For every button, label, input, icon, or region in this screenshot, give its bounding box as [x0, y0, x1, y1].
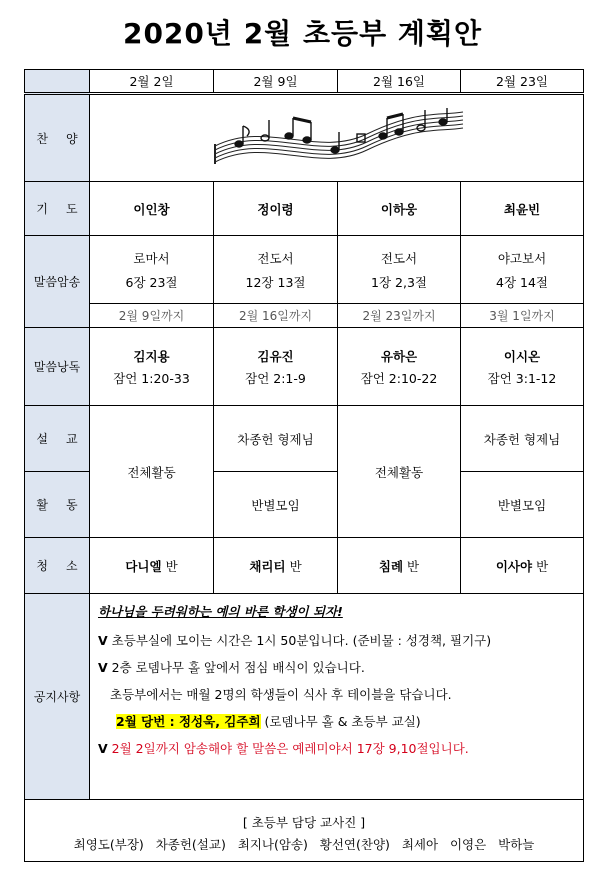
memorize-cell-1: 로마서 6장 23절 — [90, 236, 214, 304]
notice-line-1: V 초등부실에 모이는 시간은 1시 50분입니다. (준비물 : 성경책, 필기구) — [98, 632, 492, 648]
praise-cell — [90, 94, 584, 182]
staff-heading: [ 초등부 담당 교사진 ] — [242, 814, 366, 830]
praise-row — [25, 94, 584, 182]
prayer-name-2: 정이령 — [214, 182, 338, 236]
reading-row — [25, 328, 584, 406]
all-activity-1: 전체활동 — [90, 406, 214, 538]
cleaning-row — [25, 538, 584, 594]
notice-cell — [90, 594, 584, 800]
cleaning-team-3: 침례 반 — [338, 538, 461, 594]
reading-cell-4: 이시온 잠언 3:1-12 — [461, 328, 584, 406]
reading-cell-2: 김유진 잠언 2:1-9 — [214, 328, 338, 406]
staff-list: 최영도(부장) 차종헌(설교) 최지나(암송) 황선연(찬양) 최세아 이영은 박하늘 — [73, 836, 535, 852]
header-row — [25, 70, 584, 94]
header-corner — [25, 70, 90, 94]
memorize-cell-4: 야고보서 4장 14절 — [461, 236, 584, 304]
prayer-name-3: 이하웅 — [338, 182, 461, 236]
reading-cell-3: 유하은 잠언 2:10-22 — [338, 328, 461, 406]
plan-table — [24, 69, 584, 862]
cleaning-label: 청소 — [25, 538, 90, 594]
reading-label: 말씀낭독 — [25, 328, 90, 406]
memorize-due-1: 2월 9일까지 — [90, 304, 214, 328]
activity-label: 활동 — [25, 472, 90, 538]
all-activity-3: 전체활동 — [338, 406, 461, 538]
memorize-cell-2: 전도서 12장 13절 — [214, 236, 338, 304]
memorize-due-4: 3월 1일까지 — [461, 304, 584, 328]
date-4: 2월 23일 — [461, 70, 584, 94]
memorize-due-row — [25, 304, 584, 328]
page-title: 2020년 2월 초등부 계획안 — [122, 17, 483, 50]
notice-line-4: 2월 당번 : 정성욱, 김주희 (로뎀나무 홀 & 초등부 교실) — [116, 713, 421, 729]
prayer-label: 기도 — [25, 182, 90, 236]
notice-line-2: V 2층 로뎀나무 홀 앞에서 점심 배식이 있습니다. — [98, 659, 365, 675]
praise-label: 찬양 — [25, 94, 90, 182]
prayer-row — [25, 182, 584, 236]
notice-row — [25, 594, 584, 800]
reading-cell-1: 김지용 잠언 1:20-33 — [90, 328, 214, 406]
footer-row — [25, 800, 584, 862]
notice-line-5: V 2월 2일까지 암송해야 할 말씀은 예레미야서 17장 9,10절입니다. — [98, 740, 469, 756]
sermon-label: 설교 — [25, 406, 90, 472]
prayer-name-4: 최윤빈 — [461, 182, 584, 236]
memorize-due-2: 2월 16일까지 — [214, 304, 338, 328]
date-3: 2월 16일 — [338, 70, 461, 94]
cleaning-team-1: 다니엘 반 — [90, 538, 214, 594]
sermon-row — [25, 406, 584, 472]
cleaning-team-4: 이사야 반 — [461, 538, 584, 594]
memorize-cell-3: 전도서 1장 2,3절 — [338, 236, 461, 304]
notice-label: 공지사항 — [25, 594, 90, 800]
memorize-label: 말씀암송 — [25, 236, 90, 328]
duty-highlight: 2월 당번 : 정성욱, 김주희 — [116, 713, 261, 729]
date-1: 2월 2일 — [90, 70, 214, 94]
group-meeting-2: 반별모임 — [214, 472, 338, 538]
sermon-speaker-2: 차종헌 형제님 — [214, 406, 338, 472]
sermon-speaker-4: 차종헌 형제님 — [461, 406, 584, 472]
music-notes-image — [207, 106, 467, 170]
group-meeting-4: 반별모임 — [461, 472, 584, 538]
date-2: 2월 9일 — [214, 70, 338, 94]
notice-motto: 하나님을 두려워하는 예의 바른 학생이 되자! — [98, 604, 343, 619]
notice-line-3: 초등부에서는 매월 2명의 학생들이 식사 후 테이블을 닦습니다. — [110, 686, 452, 702]
memorize-row — [25, 236, 584, 304]
staff-footer — [25, 800, 584, 862]
memorize-due-3: 2월 23일까지 — [338, 304, 461, 328]
prayer-name-1: 이인창 — [90, 182, 214, 236]
cleaning-team-2: 채리티 반 — [214, 538, 338, 594]
